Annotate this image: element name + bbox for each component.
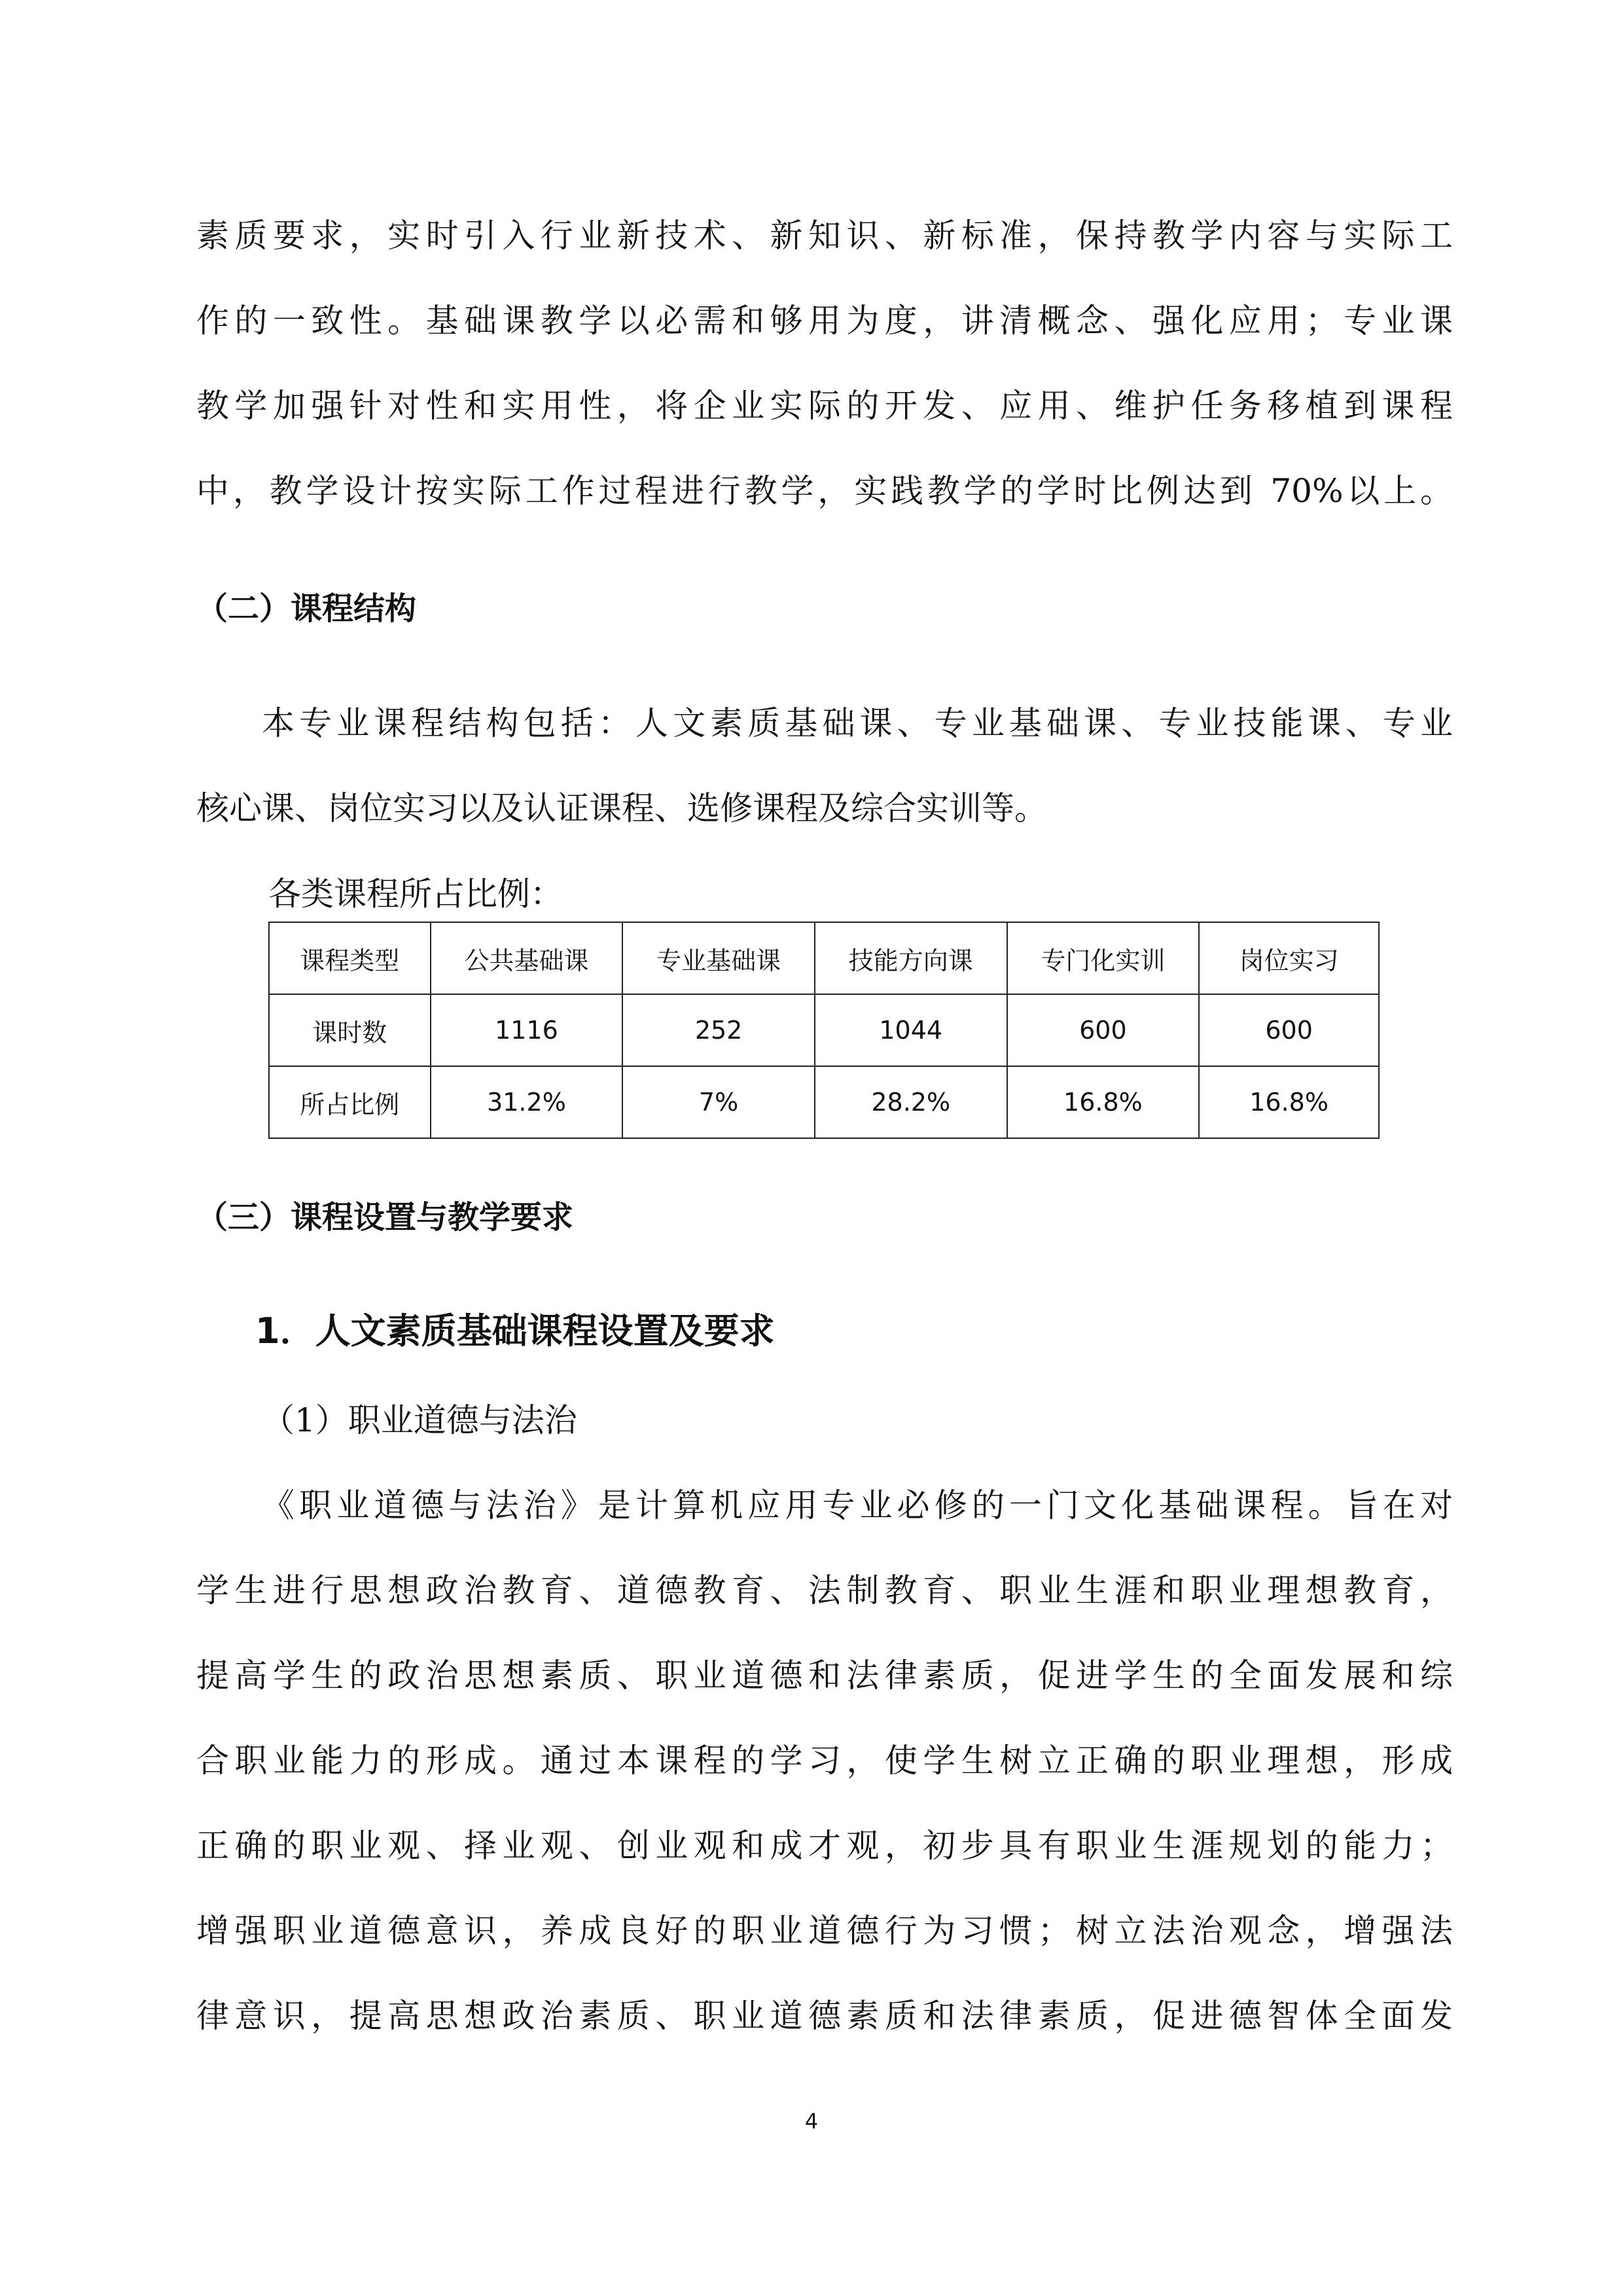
- table-caption: 各类课程所占比例：: [268, 875, 563, 913]
- table-cell: 1044: [815, 994, 1007, 1066]
- table-cell: 28.2%: [815, 1066, 1007, 1138]
- paragraph-line: 核心课、岗位实习以及认证课程、选修课程及综合实训等。: [196, 789, 1047, 827]
- paragraph-line: 中，教学设计按实际工作过程进行教学，实践教学的学时比例达到 70%以上。: [196, 472, 1453, 510]
- paragraph-line: 学生进行思想政治教育、道德教育、法制教育、职业生涯和职业理想教育，: [196, 1571, 1453, 1609]
- table-cell: 技能方向课: [815, 922, 1007, 994]
- paragraph-line: 《职业道德与法治》是计算机应用专业必修的一门文化基础课程。旨在对: [262, 1486, 1453, 1524]
- table-cell: 16.8%: [1199, 1066, 1379, 1138]
- table-cell: 1116: [431, 994, 623, 1066]
- paragraph-line: 合职业能力的形成。通过本课程的学习，使学生树立正确的职业理想，形成: [196, 1742, 1453, 1780]
- table-cell: 公共基础课: [431, 922, 623, 994]
- table-row-header: [269, 922, 1379, 994]
- section-heading-course-setup: （三）课程设置与教学要求: [196, 1199, 574, 1236]
- paragraph-line: 作的一致性。基础课教学以必需和够用为度，讲清概念、强化应用；专业课: [196, 302, 1453, 340]
- paragraph-line: 正确的职业观、择业观、创业观和成才观，初步具有职业生涯规划的能力；: [196, 1827, 1453, 1865]
- table-cell: 31.2%: [431, 1066, 623, 1138]
- page-number: 4: [804, 2109, 819, 2134]
- section-heading-course-structure: （二）课程结构: [196, 590, 417, 627]
- subsection-heading: 1．人文素质基础课程设置及要求: [255, 1310, 775, 1352]
- table-cell: 课时数: [269, 994, 431, 1066]
- paragraph-line: 本专业课程结构包括：人文素质基础课、专业基础课、专业技能课、专业: [262, 704, 1453, 742]
- paragraph-line: 提高学生的政治思想素质、职业道德和法律素质，促进学生的全面发展和综: [196, 1657, 1453, 1695]
- paragraph-line: 律意识，提高思想政治素质、职业道德素质和法律素质，促进德智体全面发: [196, 1997, 1453, 2035]
- table-row-hours: [269, 994, 1379, 1066]
- table-cell: 252: [622, 994, 815, 1066]
- table-cell: 课程类型: [269, 922, 431, 994]
- table-cell: 专门化实训: [1007, 922, 1200, 994]
- table-row-ratio: [269, 1066, 1379, 1138]
- table-cell: 专业基础课: [622, 922, 815, 994]
- table-cell: 16.8%: [1007, 1066, 1200, 1138]
- paragraph-line: 素质要求，实时引入行业新技术、新知识、新标准，保持教学内容与实际工: [196, 217, 1453, 255]
- table-cell: 所占比例: [269, 1066, 431, 1138]
- table-cell: 岗位实习: [1199, 922, 1379, 994]
- course-ratio-table: [268, 922, 1380, 1139]
- table-cell: 7%: [622, 1066, 815, 1138]
- paragraph-line: 增强职业道德意识，养成良好的职业道德行为习惯；树立法治观念，增强法: [196, 1912, 1453, 1950]
- paragraph-line: 教学加强针对性和实用性，将企业实际的开发、应用、维护任务移植到课程: [196, 387, 1453, 425]
- item-heading: （1）职业道德与法治: [262, 1401, 577, 1439]
- table-cell: 600: [1199, 994, 1379, 1066]
- table-cell: 600: [1007, 994, 1200, 1066]
